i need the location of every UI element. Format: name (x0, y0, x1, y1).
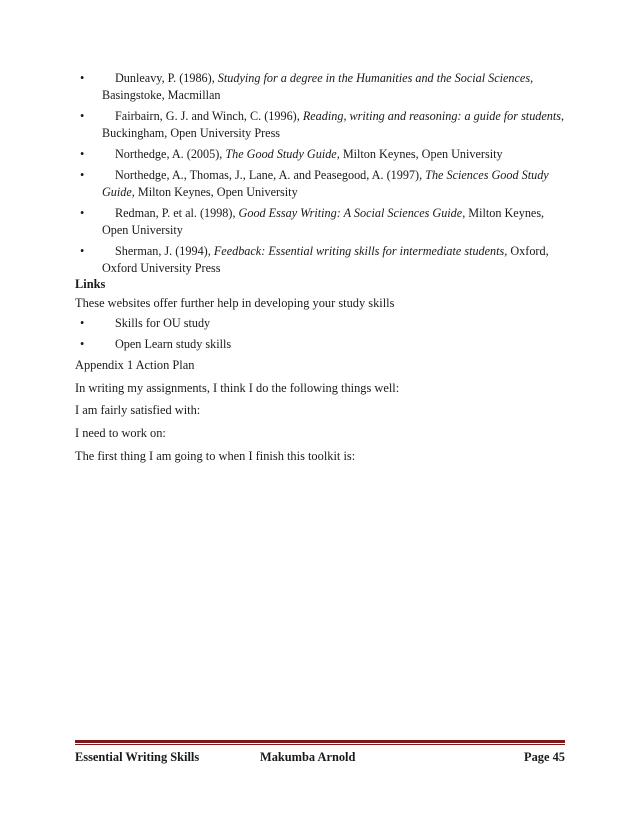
reference-list (80, 70, 570, 281)
action-plan-line: I am fairly satisfied with: (75, 403, 201, 417)
reference-item (80, 146, 570, 163)
link-label[interactable]: Skills for OU study (115, 316, 211, 330)
bullet-icon: • (80, 147, 85, 161)
reference-title: Good Essay Writing: A Social Sciences Guide (238, 206, 463, 220)
reference-authors: Dunleavy, P. (1986), (115, 71, 218, 85)
bullet-icon: • (80, 337, 85, 351)
reference-item (80, 167, 570, 201)
reference-authors: Northedge, A. (2005), (115, 147, 226, 161)
action-plan-line: I need to work on: (75, 426, 166, 440)
reference-item (80, 70, 570, 104)
bullet-icon: • (80, 206, 85, 220)
reference-item (80, 108, 570, 142)
bullet-icon: • (80, 168, 85, 182)
reference-authors: Northedge, A., Thomas, J., Lane, A. and Peasegood, A. (1997), (115, 168, 426, 182)
reference-title: The Sciences Good Study Guide (102, 168, 549, 199)
bullet-icon: • (80, 316, 85, 330)
footer-divider-thick (75, 740, 565, 743)
reference-title: Reading, writing and reasoning: a guide for students (302, 109, 562, 123)
action-plan-line: The first thing I am going to when I finish this toolkit is: (75, 449, 356, 463)
reference-publisher: , Oxford, Oxford University Press (102, 244, 549, 275)
footer-page-number: Page 45 (524, 750, 565, 764)
reference-title: Studying for a degree in the Humanities and the Social Sciences (217, 71, 531, 85)
reference-authors: Fairbairn, G. J. and Winch, C. (1996), (115, 109, 303, 123)
reference-authors: Redman, P. et al. (1998), (115, 206, 239, 220)
reference-publisher: , Basingstoke, Macmillan (102, 71, 534, 102)
appendix-heading: Appendix 1 Action Plan (75, 358, 195, 372)
links-heading: Links (75, 277, 106, 291)
links-list (80, 315, 231, 357)
reference-title: The Good Study Guide (225, 147, 337, 161)
footer-author: Makumba Arnold (260, 750, 356, 764)
reference-publisher: , Milton Keynes, Open University (131, 185, 298, 199)
links-intro: These websites offer further help in developing your study skills (75, 296, 395, 310)
bullet-icon: • (80, 109, 85, 123)
link-item-skills-for-ou-study[interactable] (80, 315, 231, 332)
reference-item (80, 205, 570, 239)
footer-divider-thin (75, 744, 565, 745)
reference-authors: Sherman, J. (1994), (115, 244, 214, 258)
link-label[interactable]: Open Learn study skills (115, 337, 232, 351)
reference-title: Feedback: Essential writing skills for intermediate students (213, 244, 505, 258)
reference-publisher: , Milton Keynes, Open University (336, 147, 503, 161)
action-plan-line: In writing my assignments, I think I do the following things well: (75, 381, 400, 395)
bullet-icon: • (80, 71, 85, 85)
reference-publisher: , Milton Keynes, Open University (102, 206, 545, 237)
footer-document-title: Essential Writing Skills (75, 750, 200, 764)
reference-publisher: , Buckingham, Open University Press (102, 109, 565, 140)
reference-item (80, 243, 570, 277)
link-item-open-learn-study-skills[interactable] (80, 336, 231, 353)
bullet-icon: • (80, 244, 85, 258)
